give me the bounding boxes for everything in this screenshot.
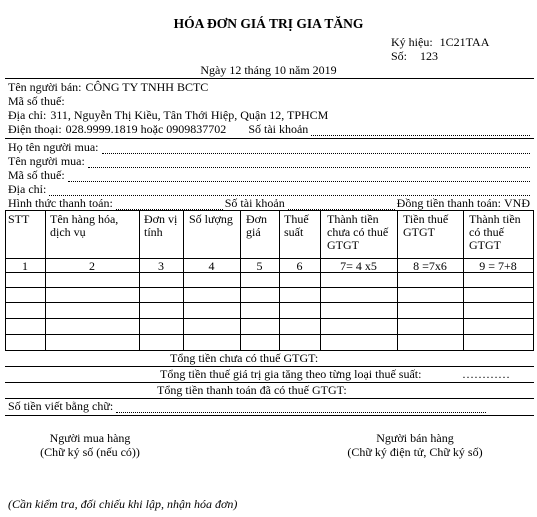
header-quantity: Số lượng xyxy=(189,212,233,226)
seller-name-value: CÔNG TY TNHH BCTC xyxy=(85,80,209,94)
col-border xyxy=(45,210,46,350)
seller-address-value: 311, Nguyễn Thị Kiều, Tân Thới Hiệp, Quận 12, TPHCM xyxy=(50,108,329,122)
buyer-payment-row xyxy=(8,196,530,210)
amount-words-dots xyxy=(116,402,486,413)
col-number: 1 xyxy=(22,259,28,273)
seller-phone-value: 028.9999.1819 hoặc 0909837702 xyxy=(65,122,227,136)
symbol-label: Ký hiệu: xyxy=(391,35,433,49)
buyer-fullname-dots xyxy=(102,143,530,154)
header-price: Đơn giá xyxy=(246,212,268,239)
table-row-border xyxy=(5,302,534,303)
col-border xyxy=(5,210,6,350)
buyer-address-row xyxy=(8,182,530,196)
col-border xyxy=(183,210,184,350)
vat-total-dots: ………… xyxy=(462,367,510,381)
divider-mid xyxy=(5,138,534,139)
buyer-name-dots xyxy=(88,157,530,168)
col-border xyxy=(397,210,398,350)
currency-value: VNĐ xyxy=(504,196,530,210)
seller-tax-label: Mã số thuế: xyxy=(8,94,65,108)
header-amount-pre-tax: Thành tiền chưa có thuế GTGT xyxy=(327,212,389,252)
seller-signature-note: (Chữ ký điện tử, Chữ ký số) xyxy=(347,445,483,459)
footer-note: (Cần kiểm tra, đối chiếu khi lập, nhận hóa đơn) xyxy=(8,497,238,511)
col-number: 6 xyxy=(296,259,303,273)
col-border xyxy=(533,210,534,350)
number-row xyxy=(391,49,438,63)
col-border xyxy=(139,210,140,350)
buyer-signature-title: Người mua hàng xyxy=(49,431,131,445)
currency-label: Đồng tiền thanh toán: xyxy=(396,196,501,210)
col-number: 8 =7x6 xyxy=(413,259,447,273)
divider-bottom xyxy=(5,415,534,416)
buyer-name-row xyxy=(8,154,530,168)
buyer-tax-dots xyxy=(68,171,530,182)
col-border xyxy=(279,210,280,350)
header-tax-rate: Thuế suất xyxy=(284,212,309,239)
divider-top xyxy=(5,78,534,79)
table-row-border xyxy=(5,287,534,288)
col-number: 2 xyxy=(89,259,95,273)
invoice-title: HÓA ĐƠN GIÁ TRỊ GIA TĂNG xyxy=(173,16,364,31)
vat-total-label: Tổng tiền thuế giá trị gia tăng theo từng loại thuế suất: xyxy=(160,367,422,381)
header-unit: Đơn vị tính xyxy=(144,212,178,239)
number-value: 123 xyxy=(420,49,439,63)
grand-total-label: Tổng tiền thanh toán đã có thuế GTGT: xyxy=(157,383,347,397)
col-border xyxy=(320,210,321,350)
buyer-fullname-row xyxy=(8,140,530,154)
header-product: Tên hàng hóa, dịch vụ xyxy=(50,212,119,239)
seller-tax-row xyxy=(8,94,533,108)
table-row-border xyxy=(5,334,534,335)
seller-signature-title: Người bán hàng xyxy=(376,431,454,445)
col-number: 4 xyxy=(208,259,215,273)
buyer-address-dots xyxy=(49,185,530,196)
col-number: 5 xyxy=(256,259,263,273)
seller-account-dots xyxy=(311,125,530,136)
amount-words-row xyxy=(8,399,486,413)
col-number: 7= 4 x5 xyxy=(340,259,377,273)
seller-account-label: Số tài khoản xyxy=(248,122,309,136)
number-label: Số: xyxy=(391,49,408,63)
seller-phone-row xyxy=(8,122,530,136)
col-number: 9 = 7+8 xyxy=(479,259,517,273)
seller-address-label: Địa chỉ: xyxy=(8,108,47,122)
buyer-address-label: Địa chỉ: xyxy=(8,182,47,196)
col-border xyxy=(240,210,241,350)
seller-address-row xyxy=(8,108,533,122)
seller-phone-label: Điện thoại: xyxy=(8,122,62,136)
header-stt: STT xyxy=(8,212,30,226)
buyer-account-label: Số tài khoản xyxy=(224,196,285,210)
buyer-signature-note: (Chữ ký số (nếu có)) xyxy=(40,445,140,459)
invoice-date: Ngày 12 tháng 10 năm 2019 xyxy=(200,63,337,77)
buyer-account-dots xyxy=(288,199,395,210)
payment-dots xyxy=(116,199,223,210)
buyer-tax-row xyxy=(8,168,530,182)
payment-label: Hình thức thanh toán: xyxy=(8,196,113,210)
buyer-tax-label: Mã số thuế: xyxy=(8,168,65,182)
amount-words-label: Số tiền viết bằng chữ: xyxy=(8,399,114,413)
subtotal-label: Tổng tiền chưa có thuế GTGT: xyxy=(170,351,319,365)
header-vat-amount: Tiền thuế GTGT xyxy=(403,212,449,239)
table-top-border xyxy=(5,210,534,211)
buyer-fullname-label: Họ tên người mua: xyxy=(8,140,99,154)
symbol-value: 1C21TAA xyxy=(439,35,490,49)
table-row-border xyxy=(5,318,534,319)
symbol-row xyxy=(391,35,489,49)
col-border xyxy=(463,210,464,350)
seller-name-label: Tên người bán: xyxy=(8,80,82,94)
buyer-name-label: Tên người mua: xyxy=(8,154,85,168)
seller-name-row xyxy=(8,80,533,94)
col-number: 3 xyxy=(158,259,164,273)
header-amount-with-tax: Thành tiền có thuế GTGT xyxy=(469,212,521,252)
